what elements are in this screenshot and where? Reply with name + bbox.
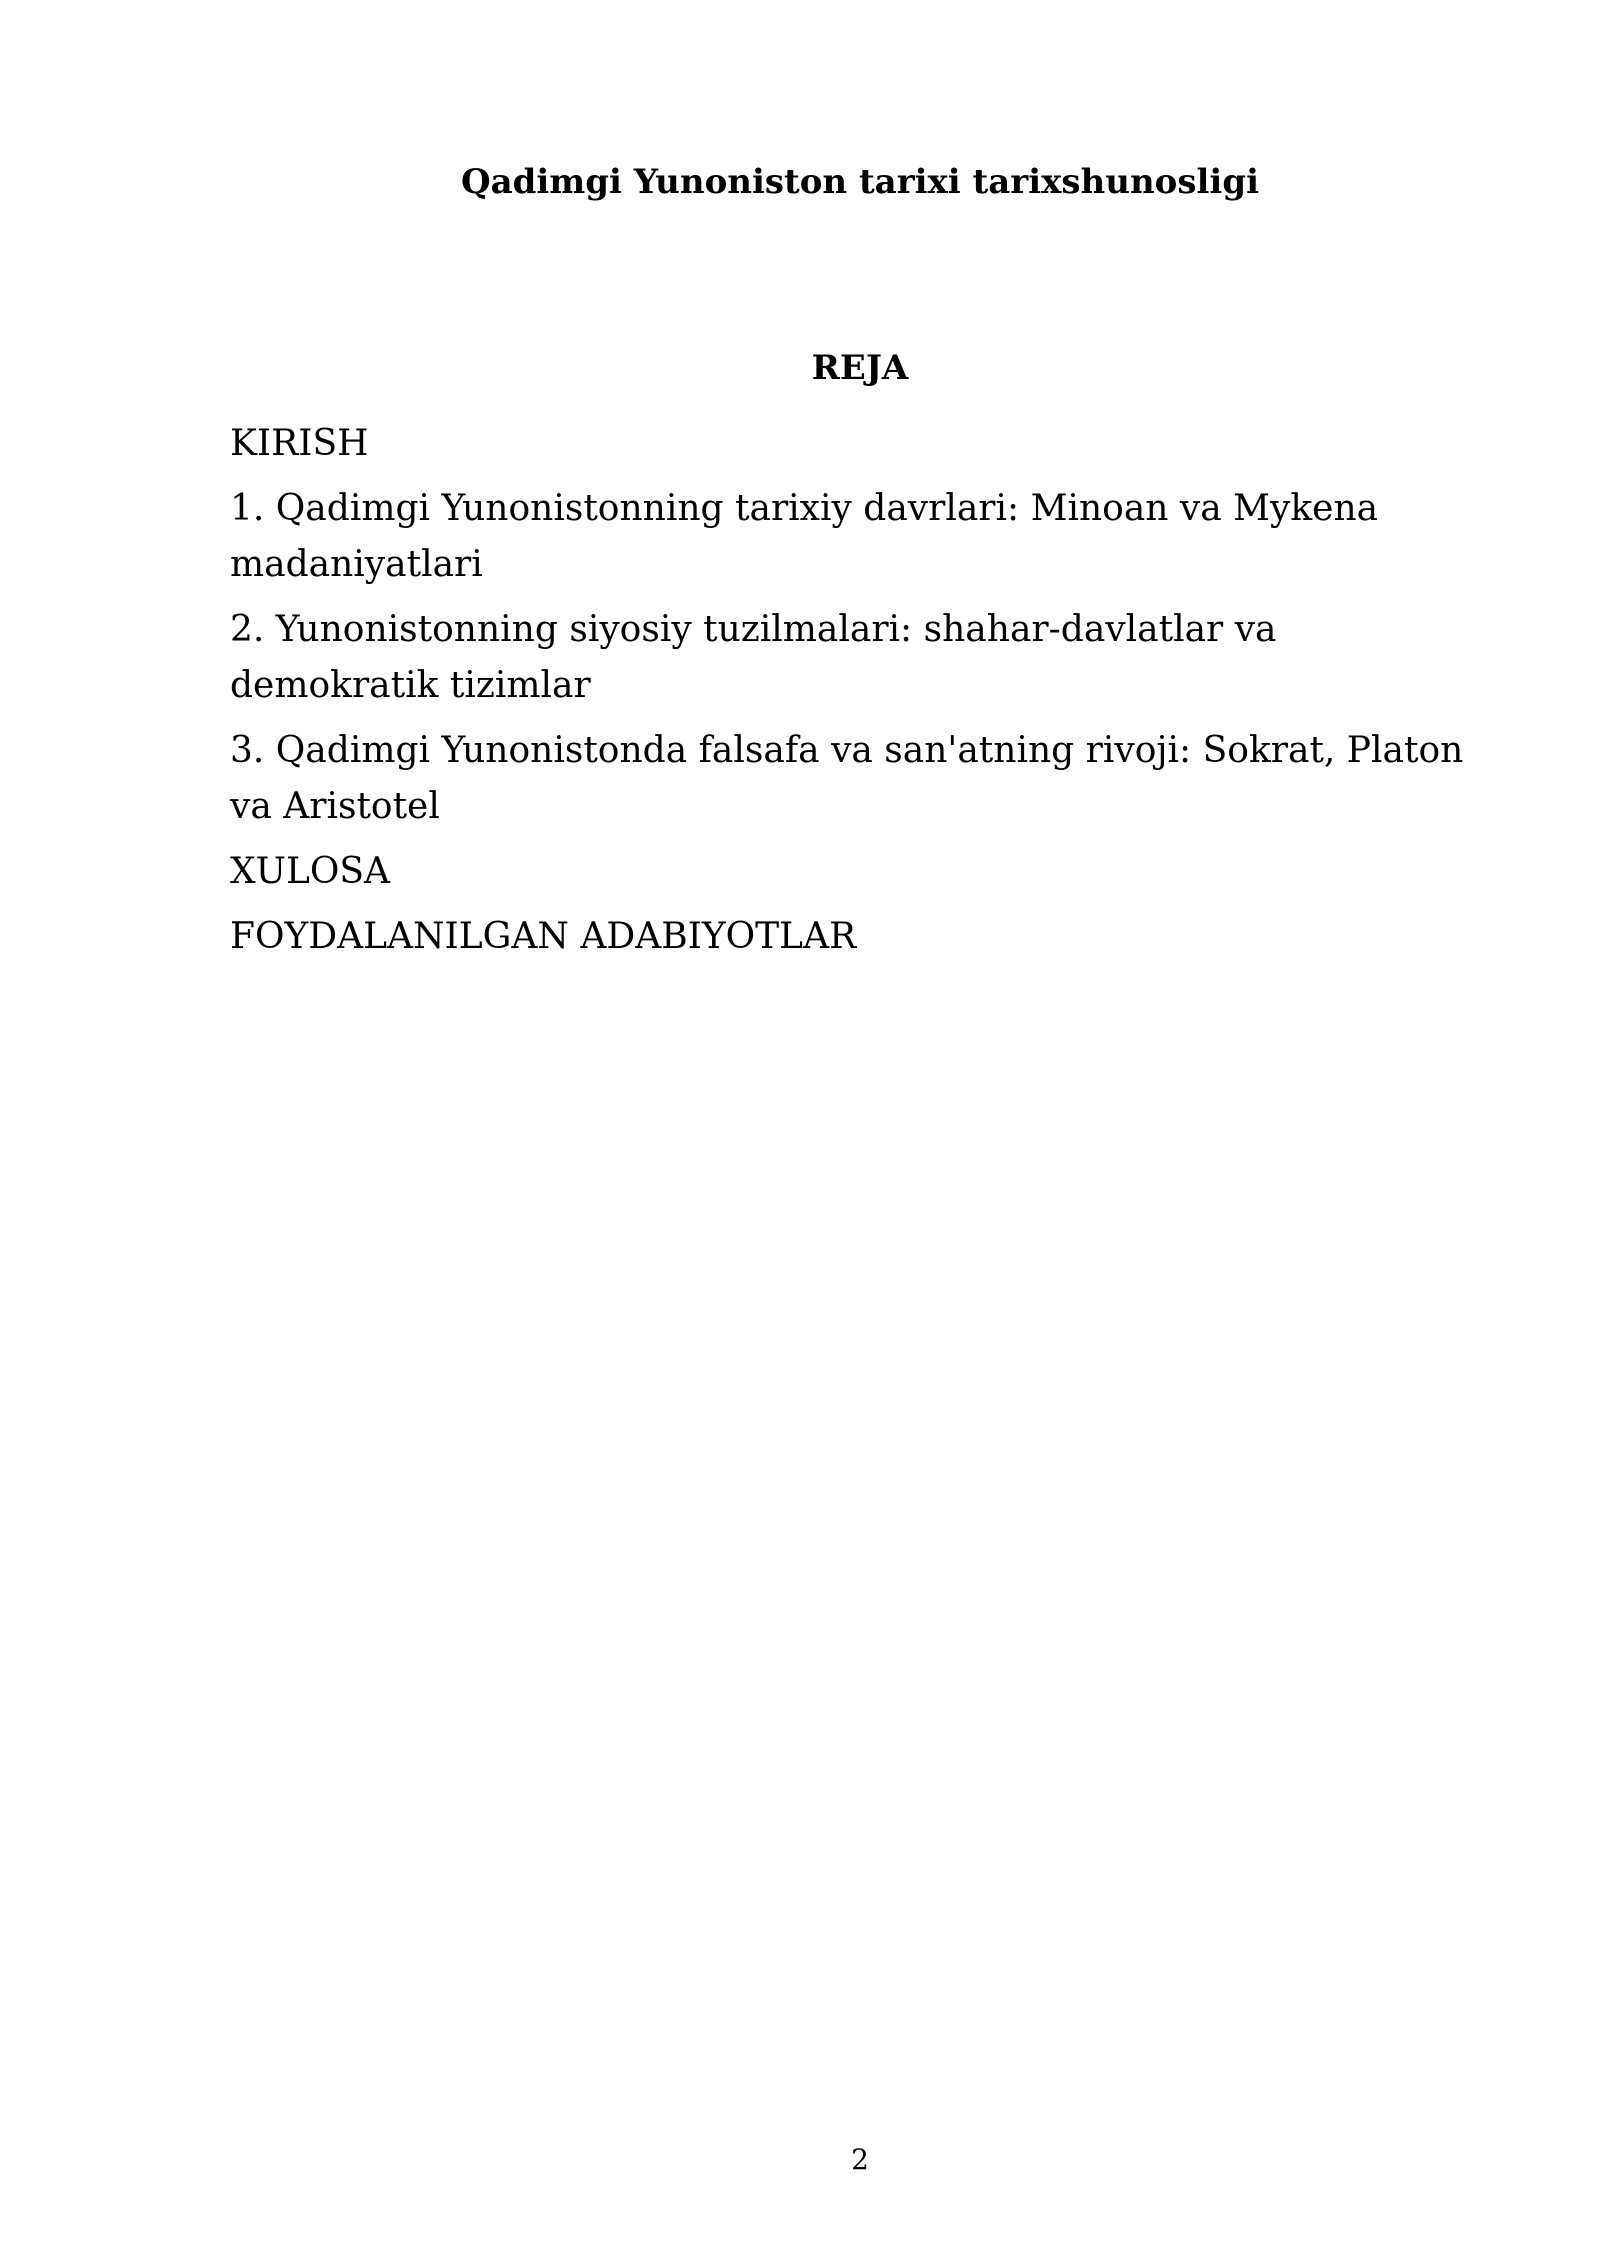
plan-item-introduction: KIRISH <box>230 423 369 464</box>
document-title: Qadimgi Yunoniston tarixi tarixshunosligi <box>460 162 1260 202</box>
plan-item-2: 2. Yunonistonning siyosiy tuzilmalari: shahar-davlatlar va demokratik tizimlar <box>230 609 1277 706</box>
page-number: 2 <box>851 2143 869 2176</box>
plan-heading: REJA <box>811 348 909 388</box>
plan-item-1: 1. Qadimgi Yunonistonning tarixiy davrlari: Minoan va Mykena madaniyatlari <box>230 488 1379 585</box>
plan-item-3: 3. Qadimgi Yunonistonda falsafa va san'atning rivoji: Sokrat, Platon va Aristotel <box>230 730 1464 827</box>
plan-list <box>230 416 1490 974</box>
plan-item-conclusion: XULOSA <box>230 851 391 892</box>
plan-item-references: FOYDALANILGAN ADABIYOTLAR <box>230 916 857 957</box>
